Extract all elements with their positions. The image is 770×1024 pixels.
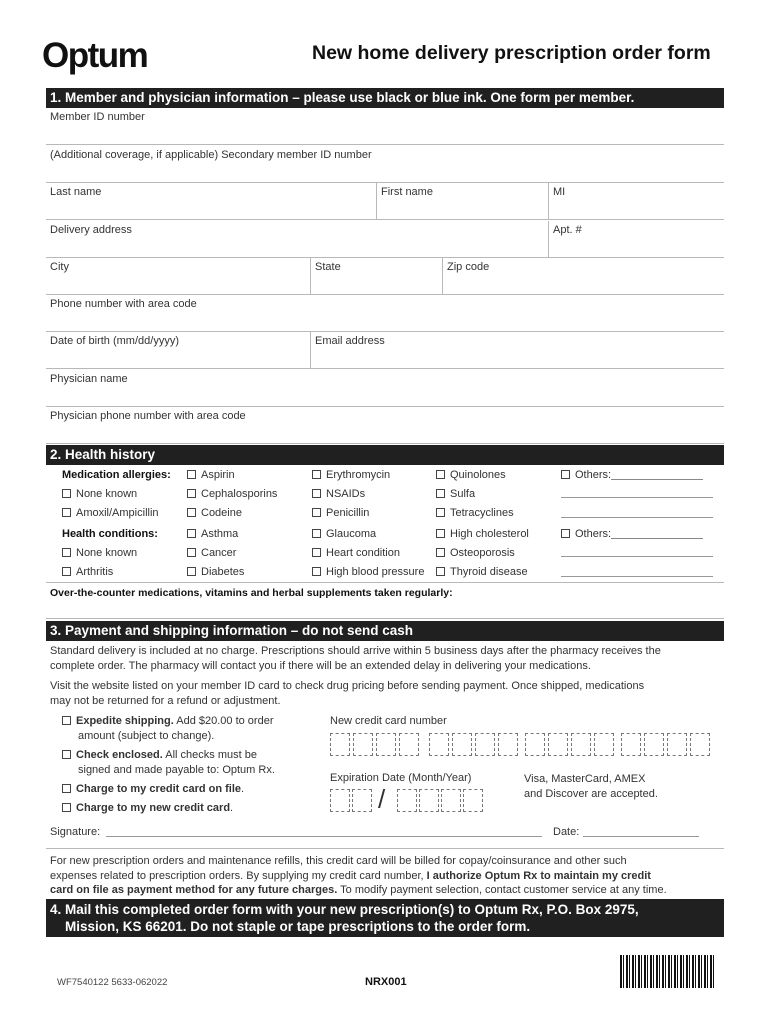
allergy-nsaids[interactable]	[312, 488, 365, 500]
condition-label: High cholesterol	[450, 528, 529, 540]
checkbox[interactable]	[436, 548, 445, 557]
credit-card-digit-box[interactable]	[376, 733, 396, 756]
section-1-heading: 1. Member and physician information – please use black or blue ink. One form per member.	[46, 88, 724, 108]
secondary-member-id-label: (Additional coverage, if applicable) Secondary member ID number	[50, 149, 372, 161]
section-4-heading	[46, 899, 724, 937]
checkbox[interactable]	[187, 470, 196, 479]
physician-name-label: Physician name	[50, 373, 128, 385]
city-label: City	[50, 261, 69, 273]
checkbox[interactable]	[187, 567, 196, 576]
checkbox[interactable]	[62, 548, 71, 557]
credit-card-digit-box[interactable]	[353, 733, 373, 756]
allergy-label: Cephalosporins	[201, 488, 278, 500]
barcode-image	[620, 955, 714, 988]
otc-label: Over-the-counter medications, vitamins and herbal supplements taken regularly:	[50, 587, 453, 599]
form-code: WF7540122 5633-062022	[57, 977, 168, 988]
phone-field[interactable]	[46, 295, 724, 332]
signature-field[interactable]	[106, 836, 542, 837]
expiration-box[interactable]	[397, 789, 417, 812]
zip-code-label: Zip code	[447, 261, 490, 273]
allergy-others-line[interactable]	[561, 497, 713, 498]
allergy-label: Penicillin	[326, 507, 370, 519]
condition-arthritis[interactable]	[62, 566, 113, 578]
credit-card-digit-box[interactable]	[452, 733, 472, 756]
section-3-heading: 3. Payment and shipping information – do not send cash	[46, 621, 724, 641]
checkbox[interactable]	[312, 548, 321, 557]
cards-accepted	[524, 772, 658, 801]
allergy-label: Sulfa	[450, 488, 476, 500]
expiration-box[interactable]	[330, 789, 350, 812]
period: .	[230, 802, 234, 814]
credit-card-digit-box[interactable]	[594, 733, 614, 756]
condition-others-line[interactable]	[561, 576, 713, 577]
city-field[interactable]	[46, 258, 310, 295]
credit-card-digit-box[interactable]	[690, 733, 710, 756]
expedite-text: Add $20.00 to order	[173, 715, 274, 727]
allergy-label: None known	[76, 488, 138, 500]
check-enclosed-option[interactable]	[62, 748, 275, 777]
check-text-2: signed and made payable to: Optum Rx.	[78, 763, 275, 776]
dob-field[interactable]	[46, 332, 310, 369]
condition-others-line[interactable]	[561, 556, 713, 557]
card-on-file-option[interactable]	[62, 782, 244, 797]
credit-card-digit-box[interactable]	[330, 733, 350, 756]
form-title: New home delivery prescription order form	[312, 42, 711, 64]
allergy-sulfa[interactable]	[436, 488, 475, 500]
checkbox[interactable]	[312, 489, 321, 498]
checkbox[interactable]	[436, 567, 445, 576]
condition-high-bp[interactable]	[312, 566, 424, 578]
condition-label: Diabetes	[201, 566, 245, 578]
allergy-label: Quinolones	[450, 469, 506, 481]
last-name-label: Last name	[50, 186, 102, 198]
pricing-notice-line: Visit the website listed on your member ID card to check drug pricing before sending payment. Once shipped, medications	[50, 680, 645, 692]
credit-card-digit-box[interactable]	[644, 733, 664, 756]
date-label: Date:	[553, 826, 580, 838]
allergy-label: Tetracyclines	[450, 507, 514, 519]
card-on-file-label: Charge to my credit card on file	[76, 783, 242, 795]
condition-asthma[interactable]	[187, 528, 238, 540]
member-id-field[interactable]	[46, 108, 724, 145]
signature-label: Signature:	[50, 826, 101, 838]
checkbox[interactable]	[187, 548, 196, 557]
allergy-label: Aspirin	[201, 469, 235, 481]
expiration-box[interactable]	[441, 789, 461, 812]
delivery-address-field[interactable]	[46, 221, 548, 258]
condition-heart[interactable]	[312, 547, 400, 559]
allergy-tetracyclines[interactable]	[436, 507, 514, 519]
allergy-label: NSAIDs	[326, 488, 366, 500]
checkbox[interactable]	[187, 508, 196, 517]
delivery-address-label: Delivery address	[50, 224, 132, 236]
medication-allergies-label: Medication allergies:	[62, 469, 171, 481]
condition-label: Asthma	[201, 528, 239, 540]
credit-card-authorization	[50, 854, 667, 898]
pricing-notice-line: may not be returned for a refund or adjustment.	[50, 694, 281, 707]
authorization-text: To modify payment selection, contact customer service at any time.	[337, 884, 667, 896]
checkbox[interactable]	[62, 489, 71, 498]
condition-cancer[interactable]	[187, 547, 236, 559]
others-blank[interactable]	[611, 479, 703, 480]
allergy-cephalosporins[interactable]	[187, 488, 277, 500]
others-label: Others:	[575, 469, 612, 481]
health-conditions-label: Health conditions:	[62, 528, 158, 540]
expedite-text-2: amount (subject to change).	[78, 729, 215, 742]
others-label: Others:	[575, 528, 612, 540]
checkbox[interactable]	[62, 803, 71, 812]
first-name-label: First name	[381, 186, 433, 198]
condition-label: Thyroid disease	[450, 566, 528, 578]
first-name-field[interactable]	[376, 183, 548, 220]
condition-label: Cancer	[201, 547, 237, 559]
mi-label: MI	[553, 186, 566, 198]
allergy-amoxil[interactable]	[62, 507, 159, 519]
credit-card-digit-box[interactable]	[571, 733, 591, 756]
authorization-bold: card on file as payment method for any future charges.	[50, 884, 338, 896]
credit-card-digit-box[interactable]	[498, 733, 518, 756]
allergy-others-line[interactable]	[561, 517, 713, 518]
checkbox[interactable]	[436, 489, 445, 498]
date-field[interactable]	[583, 836, 699, 837]
credit-card-digit-box[interactable]	[667, 733, 687, 756]
allergy-quinolones[interactable]	[436, 469, 506, 481]
apt-label: Apt. #	[553, 224, 582, 236]
allergy-penicillin[interactable]	[312, 507, 369, 519]
nrx-code: NRX001	[365, 976, 407, 988]
credit-card-digit-box[interactable]	[621, 733, 641, 756]
period: .	[241, 783, 245, 795]
condition-none-known[interactable]	[62, 547, 137, 559]
condition-osteoporosis[interactable]	[436, 547, 515, 559]
mail-instructions-line: 4. Mail this completed order form with your new prescription(s) to Optum Rx, P.O. Box 2975,	[50, 902, 639, 917]
credit-card-digit-box[interactable]	[525, 733, 545, 756]
new-card-option[interactable]	[62, 801, 233, 816]
mail-instructions-line: Mission, KS 66201. Do not staple or tape prescriptions to the order form.	[65, 919, 531, 934]
condition-diabetes[interactable]	[187, 566, 244, 578]
cards-accepted-line: and Discover are accepted.	[524, 787, 658, 800]
checkbox[interactable]	[187, 489, 196, 498]
condition-label: Glaucoma	[326, 528, 377, 540]
checkbox[interactable]	[62, 750, 71, 759]
check-title: Check enclosed.	[76, 749, 163, 761]
email-label: Email address	[315, 335, 385, 347]
checkbox[interactable]	[312, 470, 321, 479]
credit-card-digit-box[interactable]	[475, 733, 495, 756]
expedite-shipping-option[interactable]	[62, 714, 273, 743]
credit-card-digit-box[interactable]	[399, 733, 419, 756]
checkbox[interactable]	[312, 529, 321, 538]
optum-logo: Optum	[42, 36, 148, 75]
cards-accepted-line: Visa, MasterCard, AMEX	[524, 773, 646, 785]
allergy-codeine[interactable]	[187, 507, 242, 519]
condition-glaucoma[interactable]	[312, 528, 376, 540]
delivery-notice-line: Standard delivery is included at no charge. Prescriptions should arrive within 5 business days after the pharmacy receives the	[50, 645, 661, 657]
checkbox[interactable]	[62, 567, 71, 576]
condition-label: Arthritis	[76, 566, 114, 578]
expedite-title: Expedite shipping.	[76, 715, 174, 727]
state-label: State	[315, 261, 341, 273]
condition-thyroid[interactable]	[436, 566, 528, 578]
allergy-label: Amoxil/Ampicillin	[76, 507, 159, 519]
dob-label: Date of birth (mm/dd/yyyy)	[50, 335, 179, 347]
checkbox[interactable]	[312, 567, 321, 576]
mi-field[interactable]	[548, 183, 724, 220]
member-id-label: Member ID number	[50, 111, 145, 123]
allergy-label: Erythromycin	[326, 469, 391, 481]
email-field[interactable]	[310, 332, 724, 369]
checkbox[interactable]	[312, 508, 321, 517]
expiration-label: Expiration Date (Month/Year)	[330, 772, 472, 784]
new-credit-card-label: New credit card number	[330, 715, 447, 727]
delivery-notice	[50, 644, 661, 673]
new-card-label: Charge to my new credit card	[76, 802, 231, 814]
last-name-field[interactable]	[46, 183, 376, 220]
credit-card-digit-box[interactable]	[429, 733, 449, 756]
others-blank[interactable]	[611, 538, 703, 539]
check-text: All checks must be	[162, 749, 257, 761]
checkbox[interactable]	[62, 784, 71, 793]
condition-label: Heart condition	[326, 547, 400, 559]
authorization-line: For new prescription orders and maintenance refills, this credit card will be billed for copay/coinsurance and other such	[50, 855, 627, 867]
checkbox[interactable]	[436, 470, 445, 479]
condition-high-cholesterol[interactable]	[436, 528, 529, 540]
allergy-label: Codeine	[201, 507, 242, 519]
checkbox[interactable]	[62, 716, 71, 725]
allergy-none-known[interactable]	[62, 488, 137, 500]
state-field[interactable]	[310, 258, 442, 295]
physician-phone-label: Physician phone number with area code	[50, 410, 246, 422]
expiration-slash: /	[378, 784, 386, 814]
allergy-others[interactable]	[561, 469, 703, 481]
phone-label: Phone number with area code	[50, 298, 197, 310]
allergy-erythromycin[interactable]	[312, 469, 390, 481]
checkbox[interactable]	[561, 470, 570, 479]
authorization-text: expenses related to prescription orders. By supplying my credit card number,	[50, 869, 427, 882]
physician-name-field[interactable]	[46, 370, 724, 407]
divider	[46, 848, 724, 849]
secondary-member-id-field[interactable]	[46, 146, 724, 183]
expiration-box[interactable]	[463, 789, 483, 812]
pricing-notice	[50, 679, 644, 708]
allergy-aspirin[interactable]	[187, 469, 235, 481]
condition-label: High blood pressure	[326, 566, 425, 578]
checkbox[interactable]	[561, 529, 570, 538]
divider	[46, 582, 724, 583]
physician-phone-field[interactable]	[46, 407, 724, 444]
checkbox[interactable]	[187, 529, 196, 538]
condition-others[interactable]	[561, 528, 703, 540]
section-2-heading: 2. Health history	[46, 445, 724, 465]
checkbox[interactable]	[436, 508, 445, 517]
condition-label: None known	[76, 547, 138, 559]
checkbox[interactable]	[436, 529, 445, 538]
condition-label: Osteoporosis	[450, 547, 515, 559]
delivery-notice-line: complete order. The pharmacy will contact you if there will be an extended delay in delivering your medications.	[50, 659, 591, 672]
expiration-box[interactable]	[352, 789, 372, 812]
apt-field[interactable]	[548, 221, 724, 258]
expiration-box[interactable]	[419, 789, 439, 812]
authorization-bold: I authorize Optum Rx to maintain my credit	[426, 869, 651, 882]
checkbox[interactable]	[62, 508, 71, 517]
otc-field[interactable]	[46, 618, 724, 619]
credit-card-digit-box[interactable]	[548, 733, 568, 756]
zip-code-field[interactable]	[442, 258, 724, 295]
